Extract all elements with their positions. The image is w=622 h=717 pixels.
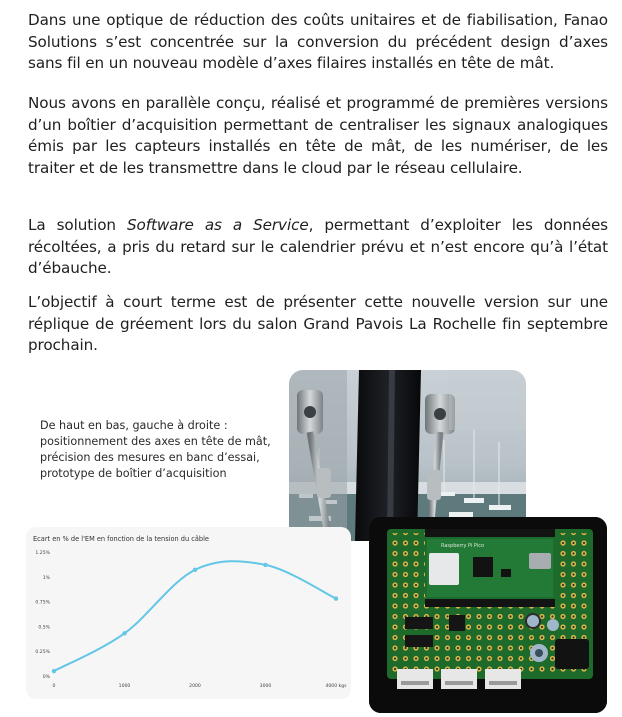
caption-line: positionnement des axes en tête de mât, [40, 435, 271, 448]
y-tick-label: 0.75% [35, 600, 50, 606]
paragraph-saas-start: La solution [28, 216, 128, 234]
data-point [52, 669, 56, 673]
pcb-silkscreen: Raspberry Pi Pico [441, 543, 485, 549]
mast-head-photo [289, 370, 526, 541]
data-point [193, 568, 197, 572]
acquisition-box-photo [369, 517, 607, 713]
mast-head-illustration [289, 370, 526, 541]
x-tick-label: 3000 [259, 684, 272, 689]
y-tick-label: 1% [42, 575, 50, 581]
data-point [334, 596, 338, 600]
x-tick-label: 1000 [118, 684, 131, 689]
caption-line: précision des mesures en banc d’essai, [40, 451, 260, 464]
paragraph-objective: L’objectif à court terme est de présenter cette nouvelle version sur une réplique de gréement lors du salon Grand Pavois La Rochelle fin septembre prochain. [28, 293, 608, 354]
series-line [54, 561, 336, 671]
y-tick-label: 0.25% [35, 650, 50, 656]
precision-chart [26, 527, 351, 699]
series-points [52, 563, 338, 674]
pcb-illustration [369, 517, 607, 713]
paragraph-saas [28, 215, 608, 280]
x-axis [53, 683, 348, 689]
caption-line: prototype de boîtier d’acquisition [40, 467, 227, 480]
y-tick-label: 1.25% [35, 551, 50, 556]
data-point [122, 631, 126, 635]
y-tick-label: 0.5% [38, 625, 50, 631]
chart-title: Ecart en % de l'EM en fonction de la tension du câble [33, 535, 209, 543]
x-tick-label: 0 [52, 684, 56, 689]
x-tick-label: 2000 [189, 684, 201, 689]
precision-chart-plot [26, 527, 351, 699]
paragraph-cost-reduction: Dans une optique de réduction des coûts unitaires et de fiabilisation, Fanao Solutions s’est concentrée sur la conversion du précédent design d’axes sans fil en un nouveau modèle d’axes filaires installés en tête de mât. [28, 11, 608, 72]
y-axis [35, 550, 50, 680]
caption-line: De haut en bas, gauche à droite : [40, 419, 228, 432]
paragraph-acquisition-box: Nous avons en parallèle conçu, réalisé et programmé de premières versions d’un boîtier d’acquisition permettant de centraliser les signaux analogiques émis par les capteurs installés en tête de mât, de les numériser, de les traiter et de les transmettre dans le cloud par le réseau cellulaire. [28, 94, 608, 177]
paragraph-saas-end: , permettant d’exploiter les données récoltées, a pris du retard sur le calendrier prévu et n’est encore qu’à l’état d’ébauche. [28, 216, 608, 277]
x-tick-label: 4000 kgs [325, 684, 347, 689]
data-point [263, 563, 267, 567]
figure-caption [40, 418, 290, 482]
y-tick-label: 0% [42, 675, 50, 680]
paragraph-saas-italic: Software as a Service [127, 216, 309, 234]
